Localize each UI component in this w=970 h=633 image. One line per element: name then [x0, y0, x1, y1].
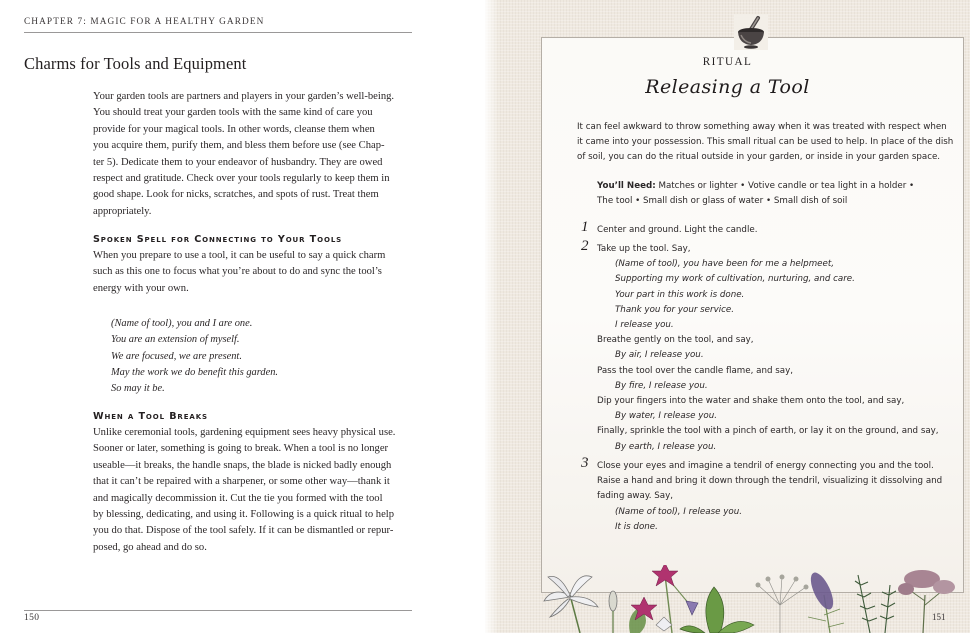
step-line: Pass the tool over the candle flame, and say,	[597, 365, 793, 376]
step-line: Dip your fingers into the water and shake them onto the tool, and say,	[597, 396, 905, 407]
running-head: CHAPTER 7: MAGIC FOR A HEALTHY GARDEN	[24, 17, 265, 27]
step-number: 1	[581, 219, 589, 235]
text-line: Unlike ceremonial tools, gardening equipment sees heavy physical use.	[93, 427, 396, 438]
charm-line: (Name of tool), you and I are one.	[111, 318, 253, 329]
breaks-paragraph	[93, 425, 415, 556]
breaks-heading: When a Tool Breaks	[93, 411, 208, 422]
footer-rule	[24, 610, 412, 611]
header-rule	[24, 32, 412, 33]
materials-label: You’ll Need:	[597, 181, 656, 191]
pink-flower-illustration	[629, 565, 698, 633]
text-line: ter 5). Dedicate them to your endeavor of husbandry. They are owed	[93, 156, 383, 168]
materials-line: The tool • Small dish or glass of water • Small dish of soil	[597, 196, 848, 207]
charm-verse	[111, 316, 278, 397]
step-line: Breathe gently on the tool, and say,	[597, 335, 754, 346]
incantation-line: (Name of tool), I release you.	[615, 506, 742, 517]
text-line: energy with your own.	[93, 282, 189, 294]
botanical-illustration	[540, 565, 960, 633]
yarrow-illustration	[898, 570, 955, 633]
step-line: Raise a hand and bring it down through the tendril, visualizing it dissolving and	[597, 476, 943, 487]
text-line: you do that. Dispose of the tool safely. If it can be dismantled or repur-	[93, 525, 394, 537]
step-line: Finally, sprinkle the tool with a pinch of earth, or lay it on the ground, and say,	[597, 426, 939, 437]
charm-line: We are focused, we are present.	[111, 350, 242, 362]
ritual-label: RITUAL	[702, 56, 753, 68]
incantation-line: I release you.	[615, 320, 674, 331]
step-number: 2	[581, 238, 589, 254]
incantation-line: By water, I release you.	[615, 411, 718, 422]
text-line: It can feel awkward to throw something away when it was treated with respect when	[577, 122, 947, 132]
text-line: and magically decommission it. Cut the tie you formed with the tool	[93, 492, 383, 504]
ritual-title: Releasing a Tool	[645, 76, 810, 98]
charm-line: So may it be.	[111, 383, 165, 395]
incantation-line: Supporting my work of cultivation, nurturing, and care.	[615, 274, 855, 285]
incantation-line: Thank you for your service.	[615, 304, 735, 315]
step-line: Center and ground. Light the candle.	[597, 225, 758, 235]
materials-line	[597, 179, 927, 194]
intro-paragraph	[93, 89, 415, 220]
materials-items: Matches or lighter • Votive candle or tea light in a holder •	[658, 181, 915, 191]
materials-list	[597, 179, 927, 209]
lavender-illustration	[806, 569, 844, 633]
section-title: Charms for Tools and Equipment	[24, 54, 247, 73]
incantation-line: Your part in this work is done.	[615, 289, 745, 300]
lily-illustration	[544, 576, 617, 633]
charm-line: You are an extension of myself.	[111, 334, 240, 346]
step-3	[597, 459, 943, 535]
text-line: You should treat your garden tools with the same kind of care you	[93, 107, 373, 119]
charm-line: May the work we do benefit this garden.	[111, 366, 278, 378]
text-line: useable—it breaks, the handle snaps, the blade is nicked badly enough	[93, 459, 392, 471]
text-line: you acquire them, purify them, and bless them before use (see Chap-	[93, 140, 385, 152]
text-line: posed, go ahead and do so.	[93, 541, 207, 553]
text-line: such as this one to focus what you’re about to do and sync the tool’s	[93, 266, 382, 278]
mortar-and-pestle-icon	[734, 14, 768, 50]
incantation-line: By earth, I release you.	[615, 441, 717, 452]
umbel-flower-illustration	[756, 575, 809, 633]
text-line: When you prepare to use a tool, it can be useful to say a quick charm	[93, 250, 386, 261]
incantation-line: It is done.	[615, 521, 658, 532]
step-number: 3	[581, 455, 589, 471]
text-line: by blessing, dedicating, and using it. Following is a quick ritual to help	[93, 509, 395, 521]
text-line: of soil, you can do the ritual outside in your garden, or inside in your garden space.	[577, 152, 941, 163]
text-line: that it can’t be repaired with a sharpener, or some other way—thank it	[93, 476, 390, 488]
step-2	[597, 242, 937, 455]
incantation-line: By air, I release you.	[615, 350, 704, 361]
text-line: Sooner or later, something is going to break. When a tool is no longer	[93, 443, 389, 455]
spell-intro-paragraph	[93, 248, 415, 297]
page-number-right: 151	[932, 612, 946, 622]
incantation-line: By fire, I release you.	[615, 380, 708, 391]
page-number-left: 150	[24, 613, 40, 623]
incantation-line: (Name of tool), you have been for me a helpmeet,	[615, 259, 835, 270]
text-line: good shape. Look for nicks, scratches, and spots of rust. Treat them	[93, 189, 379, 201]
text-line: Your garden tools are partners and players in your garden’s well-being.	[93, 91, 395, 102]
rosemary-illustration	[855, 575, 896, 633]
ritual-intro	[577, 120, 954, 166]
step-line: Take up the tool. Say,	[597, 244, 691, 254]
text-line: it came into your possession. This small ritual can be used to help. In place of the dish	[577, 137, 954, 148]
spell-heading: Spoken Spell for Connecting to Your Tools	[93, 234, 343, 245]
step-line: Close your eyes and imagine a tendril of energy connecting you and the tool.	[597, 461, 934, 471]
step-line: fading away. Say,	[597, 491, 674, 502]
step-1	[597, 223, 937, 238]
text-line: respect and gratitude. Check over your tools regularly to keep them in	[93, 173, 390, 185]
text-line: provide for your magical tools. In other words, cleanse them when	[93, 123, 375, 135]
text-line: appropriately.	[93, 205, 152, 217]
